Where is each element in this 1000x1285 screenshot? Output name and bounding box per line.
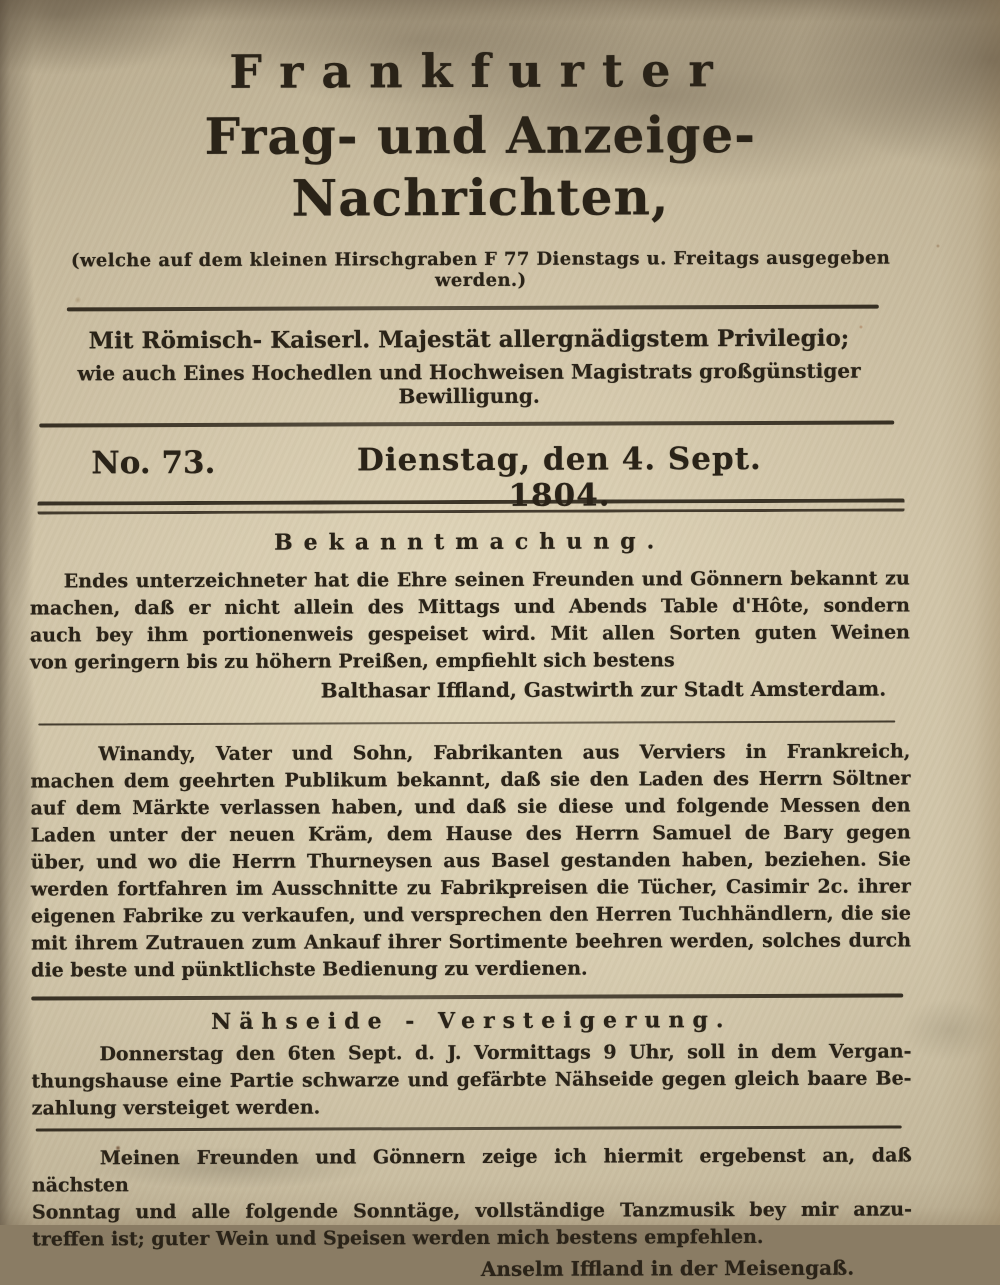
text-line: Meinen Freunden und Gönnern zeige ich hiermit ergebenst an, daß nächsten (31, 1144, 912, 1197)
text-line: Sonntag und alle folgende Sonntäge, vollständige Tanzmusik bey mir anzu- (31, 1198, 913, 1224)
text-line: Winandy, Vater und Sohn, Fabrikanten aus Verviers in Frankreich, (98, 740, 911, 766)
privilege-line2: wie auch Eines Hochedlen und Hochweisen Magistrats großgünstiger Bewilligung. (77, 358, 861, 409)
text-line: machen dem geehrten Publikum bekannt, daß sie den Laden des Herrn Söltner (30, 767, 911, 793)
page-content (28, 0, 912, 1285)
article-paragraph-winandy (30, 739, 911, 985)
divider-rule (39, 421, 894, 428)
newspaper-title-line1: Frankfurter (229, 43, 731, 99)
divider-rule (36, 1126, 902, 1132)
text-line: über, und wo die Herrn Thurneysen aus Basel gestanden haben, beziehen. Sie (30, 848, 911, 874)
text-line: Endes unterzeichneter hat die Ehre seinen Freunden und Gönnern bekannt zu (63, 567, 910, 593)
signature-balthasar-iffland: Balthasar Iffland, Gastwirth zur Stadt Amsterdam. (320, 676, 887, 703)
issue-date: Dienstag, den 4. Sept. 1804. (356, 441, 762, 515)
article-paragraph-announcement (30, 566, 910, 677)
text-line: Laden unter der neuen Kräm, dem Hause des Herrn Samuel de Bary gegen (30, 821, 911, 847)
divider-rule (38, 721, 895, 726)
privilege-note (29, 325, 909, 410)
divider-rule (31, 994, 903, 1001)
issue-number: No. 73. (91, 445, 216, 482)
article-heading-announcement: Bekanntmachung. (273, 528, 666, 556)
article-heading-auction: Nähseide - Versteigerung. (211, 1007, 732, 1036)
text-line: machen, daß er nicht allein des Mittags und Abends Table d'Hôte, sondern (29, 594, 910, 620)
divider-rule (67, 305, 879, 312)
masthead-subtitle: (welche auf dem kleinen Hirschgraben F 77 Dienstags u. Freitags ausgegeben werden.) (70, 247, 891, 292)
signature-anselm-iffland: Anselm Iffland in der Meisengaß. (480, 1255, 855, 1282)
text-line: die beste und pünktlichste Bedienung zu verdienen. (31, 957, 588, 982)
article-paragraph-dance-music (32, 1143, 912, 1254)
article-paragraph-auction (31, 1039, 911, 1123)
issue-row (29, 437, 909, 515)
text-line: thungshause eine Partie schwarze und gefärbte Nähseide gegen gleich baare Be- (31, 1067, 912, 1093)
text-line: treffen ist; guter Wein und Speisen werden mich bestens empfehlen. (32, 1226, 764, 1251)
newspaper-title-line2: Frag- und Anzeige-Nachrichten, (204, 105, 757, 228)
text-line: Donnerstag den 6ten Sept. d. J. Vormittags 9 Uhr, soll in dem Vergan- (99, 1040, 912, 1066)
text-line: auch bey ihm portionenweis gespeiset wird. Mit allen Sorten guten Weinen (29, 621, 911, 647)
text-line: von geringern bis zu höhern Preißen, empfiehlt sich bestens (30, 649, 675, 674)
text-line: mit ihrem Zutrauen zum Ankauf ihrer Sortimente beehren werden, solches durch (31, 929, 912, 955)
masthead (40, 0, 921, 293)
privilege-line1: Mit Römisch- Kaiserl. Majestät allergnädigstem Privilegio; (88, 324, 850, 355)
text-line: werden fortfahren im Ausschnitte zu Fabrikpreisen die Tücher, Casimir 2c. ihrer (30, 875, 911, 901)
text-line: auf dem Märkte verlassen haben, und daß sie diese und folgende Messen den (30, 794, 911, 820)
text-line: eigenen Fabrike zu verkaufen, und versprechen den Herren Tuchhändlern, die sie (30, 902, 911, 928)
text-line: zahlung versteiget werden. (31, 1096, 321, 1120)
